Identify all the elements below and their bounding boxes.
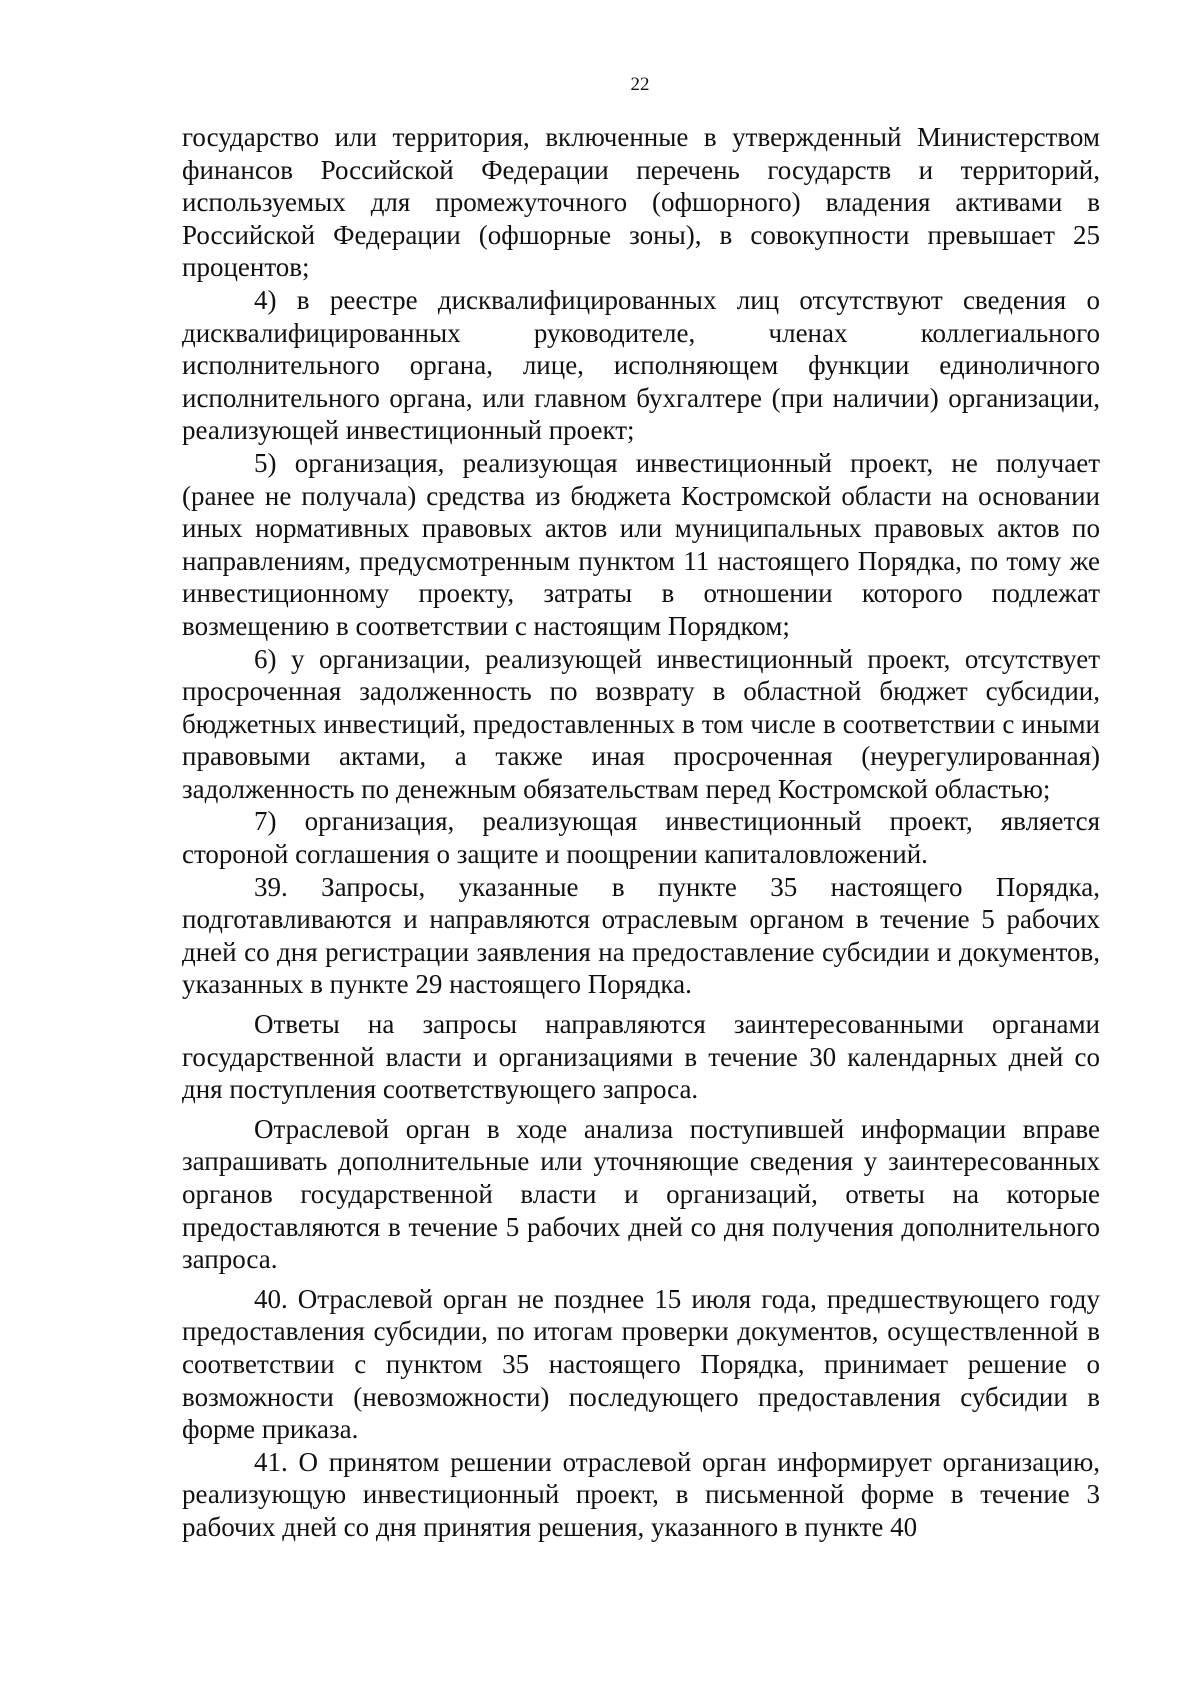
paragraph-item-5: 5) организация, реализующая инвестиционный проект, не получает (ранее не получала) средства из бюджета Костромской области на основании иных нормативных правовых актов или муниципальных правовых актов по направлениям, предусмотренным пунктом 11 настоящего Порядка, по тому же инвестиционному проекту, затраты в отношении которого подлежат возмещению в соответствии с настоящим Порядком; [182, 447, 1100, 641]
paragraph-item-7: 7) организация, реализующая инвестиционный проект, является стороной соглашения о защите и поощрении капиталовложений. [182, 806, 1100, 870]
document-body [182, 121, 1100, 1544]
paragraph-item-6: 6) у организации, реализующей инвестиционный проект, отсутствует просроченная задолженность по возврату в областной бюджет субсидии, бюджетных инвестиций, предоставленных в том числе в соответствии с иными правовыми актами, а также иная просроченная (неурегулированная) задолженность по денежным обязательствам перед Костромской областью; [182, 643, 1100, 804]
paragraph-clause-41: 41. О принятом решении отраслевой орган информирует организацию, реализующую инвестиционный проект, в письменной форме в течение 3 рабочих дней со дня принятия решения, указанного в пункте 40 [182, 1446, 1100, 1542]
paragraph-responses: Ответы на запросы направляются заинтересованными органами государственной власти и организациями в течение 30 календарных дней со дня поступления соответствующего запроса. [182, 1009, 1100, 1105]
paragraph-additional-requests: Отраслевой орган в ходе анализа поступившей информации вправе запрашивать дополнительные или уточняющие сведения у заинтересованных органов государственной власти и организаций, ответы на которые предоставляются в течение 5 рабочих дней со дня получения дополнительного запроса. [182, 1113, 1100, 1275]
paragraph-clause-39: 39. Запросы, указанные в пункте 35 настоящего Порядка, подготавливаются и направляются отраслевым органом в течение 5 рабочих дней со дня регистрации заявления на предоставление субсидии и документов, указанных в пункте 29 настоящего Порядка. [182, 871, 1100, 1000]
page-number: 22 [630, 74, 650, 95]
paragraph-clause-40: 40. Отраслевой орган не позднее 15 июля года, предшествующего году предоставления субсидии, по итогам проверки документов, осуществленной в соответствии с пунктом 35 настоящего Порядка, принимает решение о возможности (невозможности) последующего предоставления субсидии в форме приказа. [182, 1283, 1100, 1445]
paragraph-item-4: 4) в реестре дисквалифицированных лиц отсутствуют сведения о дисквалифицированных руководителе, членах коллегиального исполнительного органа, лице, исполняющем функции единоличного исполнительного органа, или главном бухгалтере (при наличии) организации, реализующей инвестиционный проект; [182, 284, 1100, 446]
paragraph-offshore-continuation: государство или территория, включенные в утвержденный Министерством финансов Российской Федерации перечень государств и территорий, используемых для промежуточного (офшорного) владения активами в Российской Федерации (офшорные зоны), в совокупности превышает 25 процентов; [182, 122, 1100, 283]
